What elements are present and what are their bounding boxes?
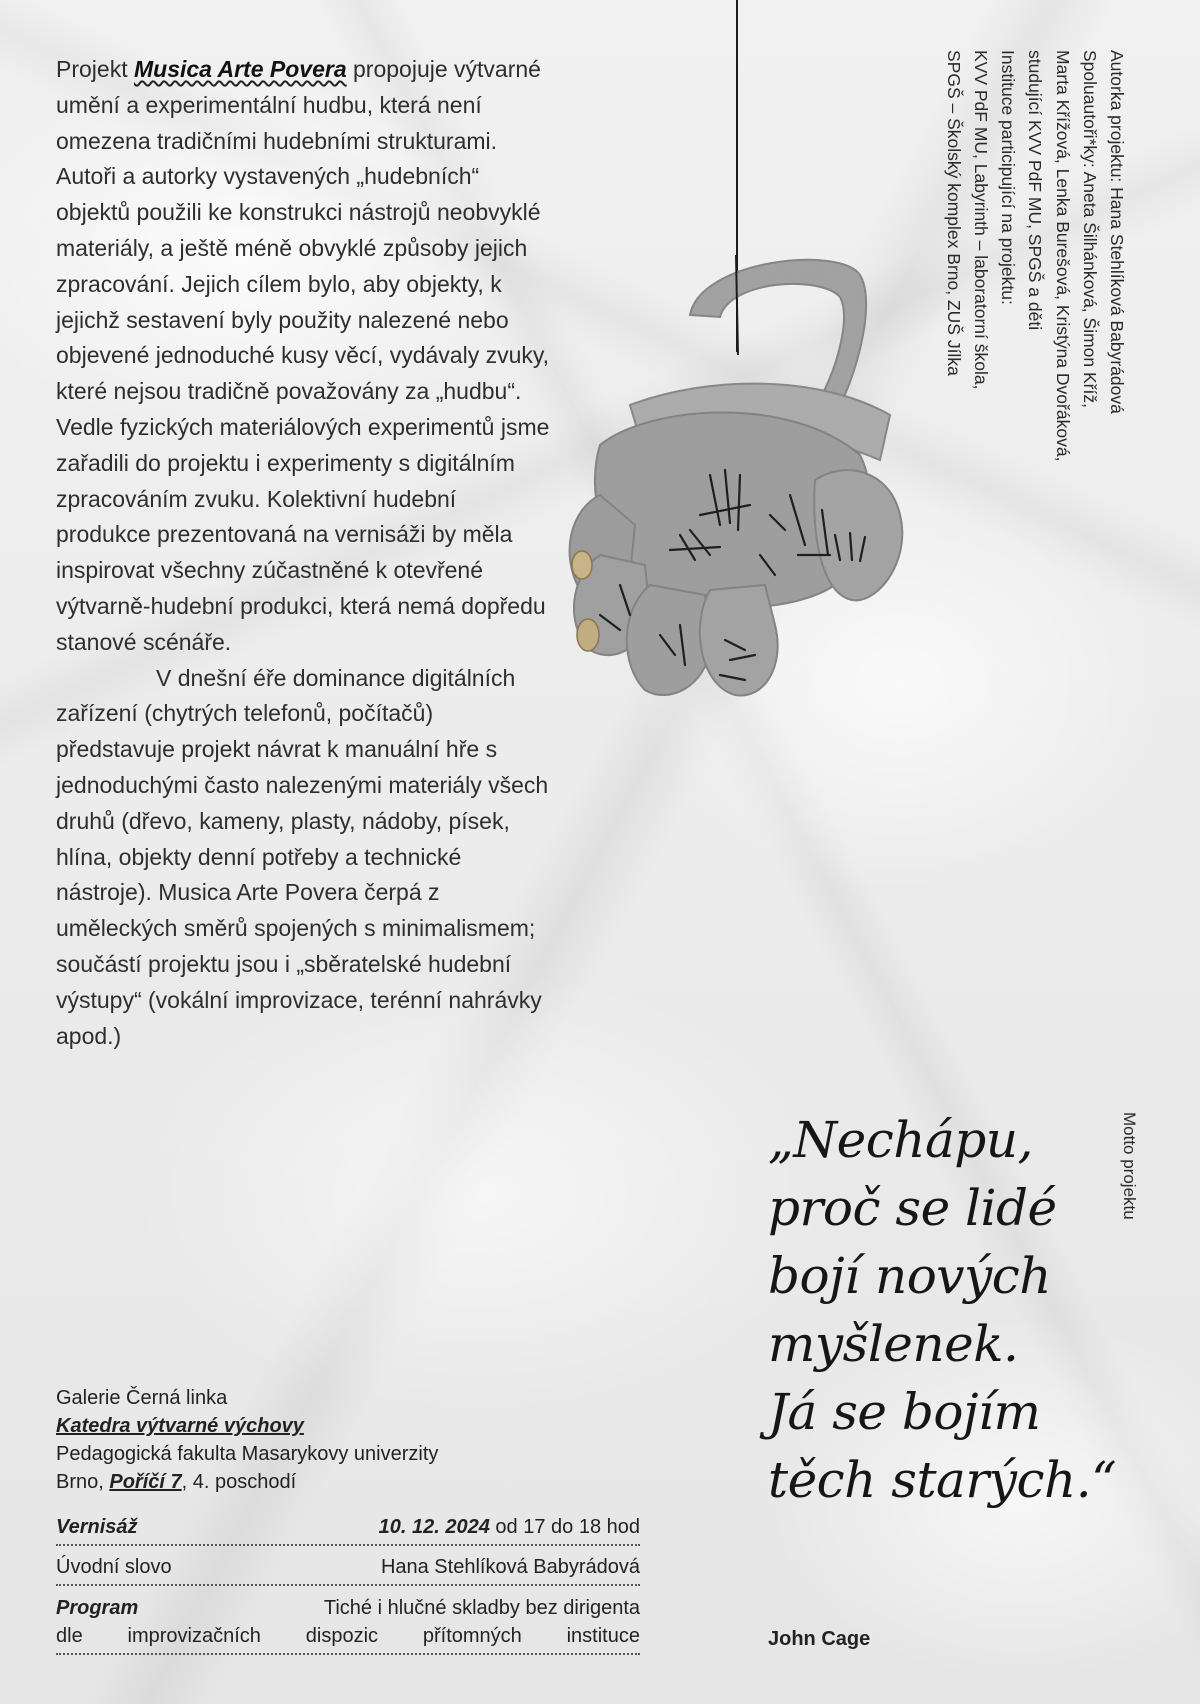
opening-speech-speaker: Hana Stehlíková Babyrádová xyxy=(380,1556,640,1578)
intro-paragraph-2: V dnešní éře dominance digitálních zařízení (chytrých telefonů, počítačů) představuje projekt návrat k manuální hře s jednoduchými často nalezenými materiály všech druhů (dřevo, kameny, plasty, nádoby, písek, hlína, objekty denní potřeby a technické nástroje). Musica Arte Povera čerpá z uměleckých směrů spojených s minimalismem; součástí projektu jsou i „sběratelské hudební výstupy“ (vokální improvizace, terénní nahrávky apod.) xyxy=(56,664,549,1049)
credit-line: SPGŠ – Školský komplex Brno, ZUŠ Jílka xyxy=(943,50,964,376)
quote-line: bojí nových xyxy=(768,1247,1052,1305)
intro-paragraph-1 xyxy=(56,52,556,661)
program-label: Program xyxy=(56,1597,139,1619)
credit-line: Instituce participující na projektu: xyxy=(998,50,1019,305)
credits xyxy=(940,50,1130,461)
opening-speech-row xyxy=(56,1556,640,1586)
vernisaz-date: 10. 12. 2024 xyxy=(378,1516,490,1538)
credit-line: studující KVV PdF MU, SPGŠ a děti xyxy=(1025,50,1046,331)
address-floor: , 4. poschodí xyxy=(181,1471,297,1493)
credit-line: Spoluautoři*ky: Aneta Šilhánková, Šimon Kříž, xyxy=(1079,50,1100,408)
quote-author: John Cage xyxy=(768,1628,871,1650)
quote-line: „Nechápu, xyxy=(768,1111,1033,1169)
motto-quote xyxy=(768,1106,1148,1514)
credit-line: Autorka projektu: Hana Stehlíková Babyrádová xyxy=(1107,50,1127,414)
credit-line: Marta Křížová, Lenka Burešová, Kristýna Dvořáková, xyxy=(1052,50,1073,462)
program-line-2: dle improvizačních dispozic přítomných instituce xyxy=(56,1625,640,1647)
program-line-1: Tiché i hlučné skladby bez dirigenta xyxy=(323,1597,640,1619)
motto-label: Motto projektu xyxy=(1120,1112,1139,1220)
department-name: Katedra výtvarné výchovy xyxy=(56,1415,304,1437)
address-city: Brno, xyxy=(56,1471,110,1493)
address xyxy=(56,1468,646,1496)
quote-line: Já se bojím xyxy=(768,1383,1041,1441)
opening-speech-label: Úvodní slovo xyxy=(56,1556,172,1578)
felt-glove-icon xyxy=(560,255,940,795)
faculty-name: Pedagogická fakulta Masarykovy univerzity xyxy=(56,1443,439,1465)
quote-line: proč se lidé xyxy=(768,1179,1057,1237)
vernisaz-time: od 17 do 18 hod xyxy=(489,1516,640,1538)
intro-text xyxy=(56,52,556,1054)
gallery-name: Galerie Černá linka xyxy=(56,1387,228,1409)
credit-line: KVV PdF MU, Labyrinth – laboratorní škola, xyxy=(970,50,991,390)
vernisaz-label: Vernisáž xyxy=(56,1516,138,1538)
venue-info xyxy=(56,1384,646,1496)
quote-line: myšlenek. xyxy=(768,1315,1019,1373)
project-title: Musica Arte Povera xyxy=(133,56,347,82)
intro-prefix: Projekt xyxy=(56,56,134,82)
address-street: Poříčí 7 xyxy=(109,1471,182,1493)
program-row xyxy=(56,1597,640,1655)
intro-paragraph-1-text: propojuje výtvarné umění a experimentální hudbu, která není omezena tradičními hudebními strukturami. Autoři a autorky vystavených „hudebních“ objektů použili ke konstrukci nástrojů neobvyklé materiály, a ještě méně obvyklé způsoby jejich zpracování. Jejich cílem bylo, aby objekty, k jejichž sestavení byly použity nalezené nebo objevené jednoduché kusy věcí, vydávaly zvuky, které nejsou tradičně považovány za „hudbu“. Vedle fyzických materiálových experimentů jsme zařadili do projektu i experimenty s digitálním zpracováním zvuku. Kolektivní hudební produkce prezentovaná na vernisáži by měla inspirovat všechny zúčastněné k otevřené výtvarně-hudební produkci, která nemá dopředu stanové scénáře. xyxy=(56,56,550,655)
vernisaz-row xyxy=(56,1516,640,1546)
vernisaz-datetime xyxy=(379,1516,640,1539)
quote-line: těch starých.“ xyxy=(768,1451,1117,1509)
